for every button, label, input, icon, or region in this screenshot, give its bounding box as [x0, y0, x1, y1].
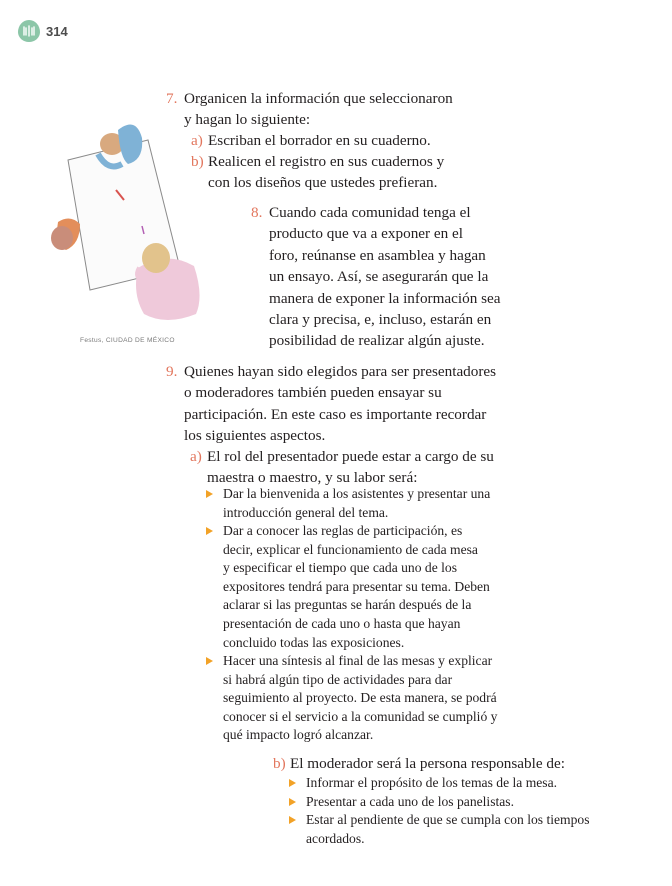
- bullet-arrow-icon: [206, 490, 213, 498]
- item-7-line: Organicen la información que seleccionaron: [184, 90, 453, 107]
- bullet-line: expositores tendrá para presentar su tema. Deben: [223, 578, 490, 594]
- item-7-a-letter: a): [191, 132, 203, 149]
- bullet-line: concluido todas las exposiciones.: [223, 634, 405, 650]
- item-7-b-letter: b): [191, 153, 204, 170]
- item-9-a-letter: a): [190, 448, 202, 465]
- bullet-arrow-icon: [289, 798, 296, 806]
- bullet-line: introducción general del tema.: [223, 504, 389, 520]
- item-9-b-letter: b): [273, 755, 286, 772]
- item-9-b-bullet: [306, 793, 514, 812]
- item-9-line: o moderadores también pueden ensayar su: [184, 384, 442, 402]
- item-9-number: 9.: [166, 363, 178, 380]
- item-9-line: los siguientes aspectos.: [184, 427, 326, 445]
- item-8-line: producto que va a exponer en el: [269, 225, 463, 243]
- item-9-a-bullet: [223, 522, 490, 652]
- bullet-line: acordados.: [306, 830, 365, 846]
- bullet-line: Dar la bienvenida a los asistentes y presentar una: [223, 486, 491, 501]
- item-9-a-line: maestra o maestro, y su labor será:: [207, 469, 418, 487]
- bullet-line: seguimiento al proyecto. De esta manera, se podrá: [223, 690, 497, 706]
- item-8: [251, 202, 501, 352]
- item-9-a: [190, 446, 494, 489]
- item-9-a-bullet: [223, 652, 497, 745]
- item-8-number: 8.: [251, 204, 263, 221]
- item-7-b-line: con los diseños que ustedes prefieran.: [208, 174, 438, 192]
- item-8-line: foro, reúnanse en asamblea y hagan: [269, 246, 486, 264]
- bullet-line: qué impacto logró alcanzar.: [223, 727, 374, 743]
- item-8-line: posibilidad de realizar algún ajuste.: [269, 332, 485, 350]
- bullet-line: aclarar si las preguntas se harán después de la: [223, 597, 472, 613]
- item-7-line: y hagan lo siguiente:: [184, 111, 311, 129]
- book-logo-icon: [18, 20, 40, 42]
- page-number: 314: [46, 23, 68, 39]
- bullet-line: Hacer una síntesis al final de las mesas y explicar: [223, 653, 493, 668]
- page-header: [18, 20, 68, 42]
- item-8-line: clara y precisa, e, incluso, estarán en: [269, 311, 492, 329]
- item-7-a-line: Escriban el borrador en su cuaderno.: [208, 132, 431, 149]
- item-8-line: Cuando cada comunidad tenga el: [269, 204, 471, 221]
- item-9-line: participación. En este caso es importante recordar: [184, 405, 487, 423]
- bullet-line: y especificar el tiempo que cada uno de los: [223, 560, 458, 576]
- bullet-line: presentación de cada uno o hasta que hayan: [223, 615, 461, 631]
- item-7: [166, 88, 453, 131]
- bullet-line: Estar al pendiente de que se cumpla con los tiempos: [306, 812, 590, 827]
- item-9-b-bullet: [306, 811, 590, 848]
- item-9-a-bullet: [223, 485, 490, 522]
- item-8-line: manera de exponer la información sea: [269, 289, 501, 307]
- item-7-b: [191, 151, 445, 194]
- item-7-number: 7.: [166, 90, 178, 107]
- item-7-a: [191, 130, 431, 151]
- bullet-line: Informar el propósito de los temas de la mesa.: [306, 775, 558, 790]
- bullet-line: si habrá algún tipo de actividades para dar: [223, 671, 453, 687]
- item-9-line: Quienes hayan sido elegidos para ser presentadores: [184, 363, 497, 380]
- bullet-arrow-icon: [289, 779, 296, 787]
- item-9-b-line: El moderador será la persona responsable de:: [290, 755, 565, 772]
- item-9-a-line: El rol del presentador puede estar a cargo de su: [207, 448, 494, 465]
- bullet-line: decir, explicar el funcionamiento de cada mesa: [223, 541, 478, 557]
- item-8-line: un ensayo. Así, se asegurarán que la: [269, 268, 489, 286]
- item-9-b: [273, 753, 565, 774]
- bullet-arrow-icon: [206, 527, 213, 535]
- bullet-line: Dar a conocer las reglas de participación, es: [223, 523, 463, 538]
- bullet-arrow-icon: [206, 657, 213, 665]
- bullet-arrow-icon: [289, 816, 296, 824]
- item-9-b-bullet: [306, 774, 557, 793]
- bullet-line: conocer si el servicio a la comunidad se cumplió y: [223, 708, 498, 724]
- illustration-credit: Festus, CIUDAD DE MÉXICO: [80, 337, 175, 344]
- bullet-line: Presentar a cada uno de los panelistas.: [306, 794, 514, 809]
- item-7-b-line: Realicen el registro en sus cuadernos y: [208, 153, 445, 170]
- item-9: [166, 361, 497, 447]
